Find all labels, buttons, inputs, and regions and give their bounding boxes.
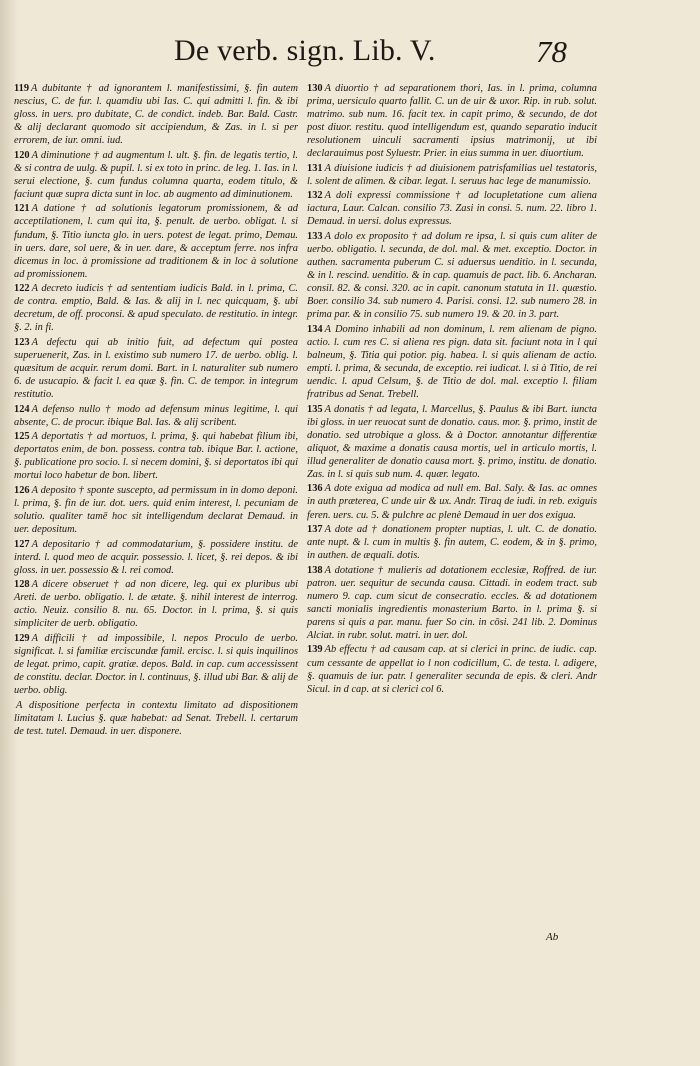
entry-text: A dubitante † ad ignorantem l. manifestissimi, §. fin autem nescius, C. de fur. l. quamdiu ubi Ias. C. qui admitti l. fin. & ibi gloss. in uers. pro dubitate, C. de condict. indeb. Bar. Bald. Castr. & alij declarant quomodo sit accipiendum, & Zas. in l. si per errorem, de iur. omni. iud. [14,83,298,147]
entry-text: A depositario † ad commodatarium, §. possidere institu. de interd. l. quod meo de acquir. possessio. l. licet, §. rei depos. & ibi gloss. in uer. possessio & l. rei comod. [14,538,298,576]
entry-number: 137 [307,524,323,536]
left-column [14,82,298,739]
entry [307,162,597,188]
catchword: Ab [546,931,559,943]
entry [307,523,597,562]
entry-number: 119 [14,83,30,94]
entry [14,202,298,280]
entry-number: 120 [14,149,30,161]
entry-number: 129 [14,632,30,644]
entry [307,403,597,481]
entry [14,538,298,577]
entry [307,189,597,228]
entry-number: 134 [307,323,323,335]
entry-number: 128 [14,579,30,591]
entry-text: A deportatis † ad mortuos, l. prima, §. qui habebat filium ibi, deportatos enim, de bon. possess. contra tab. ibique Bar. l. actione, §. publicatione pro socio. l. si necem domini, §. si deportatos ibi qui mortui loco habetur de bon. libert. [14,431,298,482]
entry [14,282,298,334]
entry [14,82,298,147]
entry-text: Ab effectu † ad causam cap. at si clerici in princ. de iudic. cap. cum cessante de appellat io l non codicillum, C. de testa. l. adigere, §. quamuis de iur. patr. l generaliter secunda de epis. & cleri. Andr Sicul. in d cap. at si clerici col 6. [307,644,597,695]
entry-text: A dotatione † mulieris ad dotationem ecclesiæ, Roffred. de iur. patron. uer. sequitur de secunda causa. Cittadi. in eodem tract. sub numero 9. cap. cum sicut de consecratio. eccles. & ad dotationem sancti monialis ingredientis monasterium Barto. in l. prima §. si parens si quis a par. manu. fuer So cin. in cōsi. 241 lib. 2. Dominus Alciat. in rubr. solut. matri. in uer. dol. [307,564,597,641]
entry [14,699,298,738]
entry-text: A dispositione perfecta in contextu limitato ad dispositionem limitatam l. Lucius §. quæ habebat: ad Senat. Trebell. l. certarum de test. tutel. Demaud. in uer. disponere. [14,699,298,737]
entry [14,149,298,201]
entry-number: 135 [307,403,323,415]
entry-number: 123 [14,336,30,348]
entry [307,230,597,321]
entry [14,484,298,536]
entry-text: A datione † ad solutionis legatorum promissionem, & ad acceptilationem, l. cum qui ita, §. penult. de uerbo. obligat. l. si fundum, §. Titio iuncta glo. in uers. potest de legat. primo, Demau. in uers. dare, sol uere, & in uer. dare, & acceptum ferre. nos infra dicemus in loc. à promissione ad traditionem & in loc à solutione ad promissionem. [14,203,298,280]
entry-number: 132 [307,190,323,202]
entry-text: A diminutione † ad augmentum l. ult. §. fin. de legatis tertio, l. & si contra de uulg. & pupil. l. si ex toto in princ. de leg. 1. Ias. in l. serui electione, §. cum fundus columna quarta, eodem titulo, & faciunt quæ supra dicta sunt in loc. ab augmento ad diminutionem. [14,149,298,200]
entry-number: 124 [14,403,30,415]
entry-text: A doli expressi commissione † ad locupletatione cum aliena iactura, Laur. Calcan. consilio 73. Zasi in consi. 5. num. 22. libro 1. Demaud. in uersi. dolus expressus. [307,190,597,228]
entry [307,482,597,521]
entry-number: 121 [14,203,30,215]
entry [14,632,298,697]
entry-number: 136 [307,483,323,495]
entry-text: A diuortio † ad separationem thori, Ias. in l. prima, columna prima, uersiculo quarto fallit. C. un de uir & uxor. Rip. in rub. solut. matrimo. sub num. 16. facit tex. in capit primo, & secundo, de dot post diuor. restitu. quod intelligendum est, quando separatio inducit resolutionem uinculi sacramenti ipsius matrimonij, ut ibi declarauimus post Syluestr. Prier. in eius summa in uer. diuortium. [307,83,597,160]
entry-number: 131 [307,162,323,174]
entry-text: A dicere obseruet † ad non dicere, leg. qui ex pluribus ubi Areti. de uerbo. obligatio. l. de ætate. §. nihil interest de interrog. actio. Neuiz. consilio 8. nu. 65. Doctor. in l. prima, §. si quis simpliciter de uerb. obligatio. [14,579,298,630]
running-title: De verb. sign. Lib. V. [174,34,436,67]
entry [307,323,597,401]
entry-text: A difficili † ad impossibile, l. nepos Proculo de uerbo. significat. l. si familiæ erciscundæ famil. ercisc. l. si quis inquilinos de legat. primo, capit. gratiæ. depos. Bald. in cap. cum accessissent de constitu. declar. Doctor. in l. continuus, §. illud ubi Bar. & alij de uerbo. oblig. [14,632,298,697]
entry [14,336,298,401]
entry-text: A dote ad † donationem propter nuptias, l. ult. C. de donatio. ante nupt. & l. cum in multis §. fin autem, C. eodem, & in §. primo, in authen. de æquali. dotis. [307,524,597,562]
entry-number: 126 [14,484,30,496]
entry-text: A defectu qui ab initio fuit, ad defectum qui postea superuenerit, Zas. in l. existimo sub numero 17. de uerbo. oblig. l. quæsitum de acquir. rerum domi. Bart. in l. naturaliter sub numero 6. de usucapio. & facit l. ea quæ §. fin. C. de tempor. in integrum restitutio. [14,336,298,401]
entry-number: 122 [14,283,30,295]
entry [14,578,298,630]
entry [14,403,298,429]
right-column [307,82,597,697]
entry-text: A decreto iudicis † ad sententiam iudicis Bald. in l. prima, C. de contra. emptio, Bald. & Ias. & alij in l. nec quicquam, §. ubi decretum, de off. proconsi. & apud speculato. de restitutio. in integr. §. 2. in fi. [14,283,298,334]
entry-number: 127 [14,538,30,550]
entry [307,643,597,695]
entry [307,82,597,160]
entry-text: A dote exigua ad modica ad null em. Bal. Saly. & Ias. ac omnes in auth præterea, C unde uir & ux. Andr. Tiraq de iudi. in reb. exiguis feren. uers. cu. 5. & pulchre ac plenè Demaud in uer dos exigua. [307,483,597,521]
entry-text: A diuisione iudicis † ad diuisionem patrisfamilias uel testatoris, l. solent de alimen. & cibar. legat. l. seruus hac lege de manumissio. [307,162,597,187]
entry-text: A Domino inhabili ad non dominum, l. rem alienam de pigno. actio. l. cum res C. si aliena res pign. data sit. faciunt nota in l qui balneum, §. Titia qui potior. pig. habea. l. si quis alienam de actio. empti. l. prima, & secunda, de exceptio. rei iudicat. l. si à Titio, de rei uendic. l. apud Celsum, §. de Titio de dol. mal. exceptio l. filiam fratribus ad Senat. Trebell. [307,323,597,401]
entry-number: 139 [307,644,323,656]
page-number: 78 [536,34,567,69]
entry-number: 130 [307,83,323,94]
entry [14,430,298,482]
entry-text: A defenso nullo † modo ad defensum minus legitime, l. qui absente, C. de procur. ibique Bal. Ias. & alij scribent. [14,403,298,428]
entry-text: A deposito † sponte suscepto, ad permissum in in domo deponi. l. prima, §. fin de iur. dot. uers. quid enim interest, l. pecuniam de solutio. qualiter tamē hoc sit intelligendum declarat Demaud. in uer. depositum. [14,484,298,536]
entry-number: 138 [307,564,323,576]
entry-text: A dolo ex proposito † ad dolum re ipsa, l. si quis cum aliter de uerbo. obligatio. l. secunda, de dol. mal. & met. exceptio. Doctor. in authen. sacramenta puberum C. si aduersus uenditio. in l. secunda, & in l. rescind. uenditio. & in cap. quamuis de pact. lib. 6. Ancharan. consil. 82. & consi. 320. ac in capit. canonum statuta in 11. quæstio. Boer. consilio 34. sub numero 4. Parisi. consi. 12. sub numero 28. in prima par. & in consilio 75. sub numero 19. & 20. in 3. part. [307,231,597,321]
entry [307,564,597,642]
entry-text: A donatis † ad legata, l. Marcellus, §. Paulus & ibi Bart. iuncta ibi gloss. in uer reuocat sunt de donatio. caus. mor. §. primo, instit de donatio. sed utrobique a gloss. & à Doctor. annotantur differentiæ aliquot, & maxime a donatis causa mortis, uel in articulo mortis, l. illud generaliter de donatio causa mort. §. primo, institu. de donatio. Zas. in l. si quis sub num. 4. quær. legato. [307,403,597,480]
entry-number: 133 [307,231,323,243]
entry-number: 125 [14,431,30,443]
